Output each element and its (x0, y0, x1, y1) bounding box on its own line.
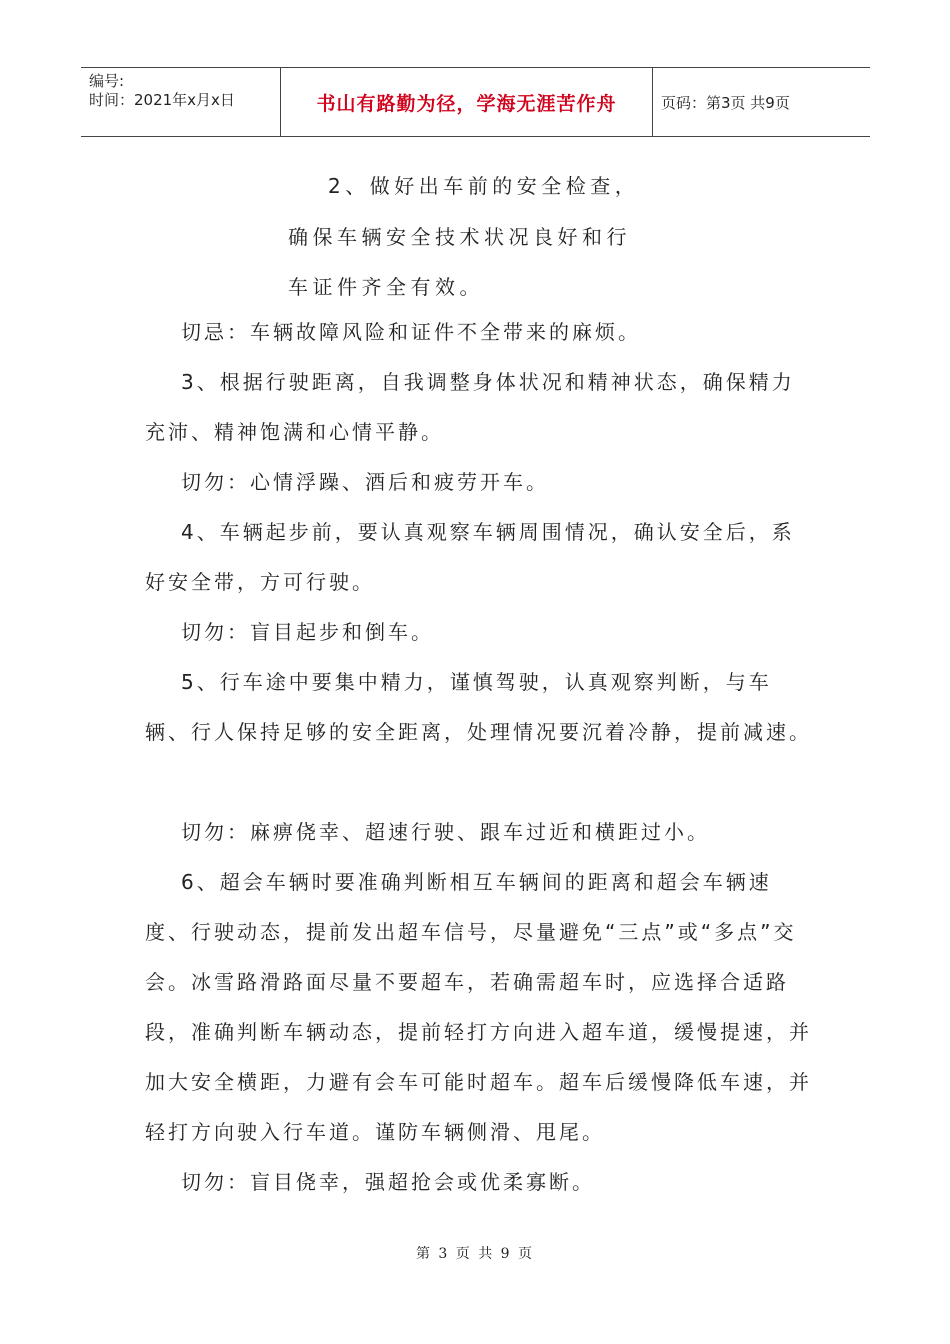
caution-5 (145, 807, 815, 857)
item-5-text: 5、行车途中要集中精力，谨慎驾驶，认真观察判断，与车辆、行人保持足够的安全距离，处理情况要沉着冷静，提前减速。 (145, 670, 812, 744)
caution-3 (145, 457, 815, 507)
item-3 (145, 357, 815, 457)
header-meta (81, 68, 281, 136)
item-2-line-3: 车证件齐全有效。 (288, 275, 484, 299)
caution-4 (145, 607, 815, 657)
header-page-label: 页码：第3页 共9页 (661, 93, 790, 112)
document-number-label: 编号: (89, 72, 125, 90)
item-5 (145, 657, 815, 757)
item-3-text: 3、根据行驶距离，自我调整身体状况和精神状态，确保精力充沛、精神饱满和心情平静。 (145, 370, 795, 444)
item-4 (145, 507, 815, 607)
item-2-line-2: 确保车辆安全技术状况良好和行 (288, 225, 631, 249)
header-motto: 书山有路勤为径，学海无涯苦作舟 (281, 68, 653, 136)
caution-4-text: 切勿：盲目起步和倒车。 (181, 620, 434, 644)
item-6 (145, 857, 815, 1157)
caution-6-text: 切勿：盲目侥幸，强超抢会或优柔寡断。 (181, 1170, 595, 1194)
item-6-text: 6、超会车辆时要准确判断相互车辆间的距离和超会车辆速度、行驶动态，提前发出超车信号，尽量避免“三点”或“多点”交会。冰雪路滑路面尽量不要超车，若确需超车时，应选择合适路段，准确判断车辆动态，提前轻打方向进入超车道，缓慢提速，并加大安全横距，力避有会车可能时超车。超车后缓慢降低车速，并轻打方向驶入行车道。谨防车辆侧滑、甩尾。 (145, 870, 812, 1144)
caution-5-text: 切勿：麻痹侥幸、超速行驶、跟车过近和横距过小。 (181, 820, 710, 844)
item-4-text: 4、车辆起步前，要认真观察车辆周围情况，确认安全后，系好安全带，方可行驶。 (145, 520, 795, 594)
document-time-label: 时间：2021年x月x日 (89, 91, 235, 109)
item-2-line-1: 2、做好出车前的安全检查， (328, 174, 640, 198)
caution-3-text: 切勿：心情浮躁、酒后和疲劳开车。 (181, 470, 549, 494)
caution-6 (145, 1157, 815, 1207)
document-header (81, 67, 870, 137)
caution-2-text: 切忌：车辆故障风险和证件不全带来的麻烦。 (181, 320, 641, 344)
page-footer: 第 3 页 共 9 页 (415, 1246, 535, 1262)
caution-2 (145, 307, 815, 357)
